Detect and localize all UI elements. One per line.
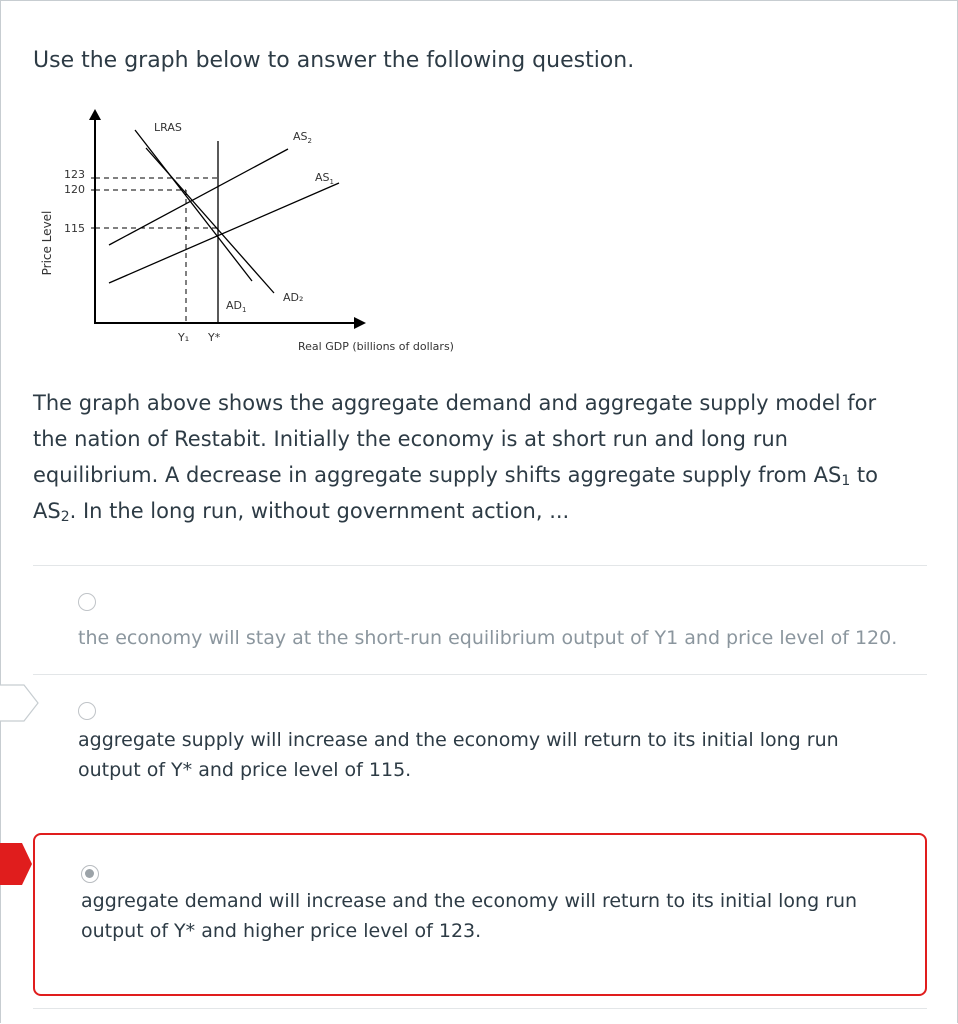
price-tick-115: 115 xyxy=(64,222,85,235)
answer-radio-selected[interactable] xyxy=(81,865,99,883)
dashed-guides xyxy=(95,178,218,323)
ad2-curve xyxy=(146,148,274,293)
as2-label: $AS_2$ xyxy=(293,130,312,145)
output-tick-ystar: Y* xyxy=(208,331,221,344)
ad2-label: AD₂ xyxy=(283,291,304,304)
answer-radio[interactable] xyxy=(78,702,96,720)
answer-option-2[interactable] xyxy=(33,675,927,809)
question-prompt: Use the graph below to answer the following question. xyxy=(33,48,635,73)
answer-text: aggregate demand will increase and the economy will return to its initial long run output of Y* and higher price level of 123. xyxy=(81,890,858,942)
ad1-label: $AD_1$ xyxy=(226,299,247,314)
ad1-curve xyxy=(135,130,252,281)
as1-label: $AS_1$ xyxy=(315,171,334,186)
answer-radio[interactable] xyxy=(78,593,96,611)
ad-as-graph xyxy=(34,103,504,365)
answer-text: aggregate supply will increase and the economy will return to its initial long run output of Y* and price level of 115. xyxy=(78,729,839,781)
question-text: The graph above shows the aggregate demand and aggregate supply model for the nation of Restabit. Initially the economy is at short run and long run equilibrium. A decrease in aggregate supply shifts aggregate supply from $AS_1$ to $AS_2$. In the long run, without government action, ... xyxy=(33,391,879,525)
price-tick-123: 123 xyxy=(64,168,85,181)
divider xyxy=(33,1008,927,1009)
output-tick-y1: Y₁ xyxy=(178,331,190,344)
answer-text: the economy will stay at the short-run equilibrium output of Y1 and price level of 120. xyxy=(78,627,898,649)
price-tick-120: 120 xyxy=(64,183,85,196)
answer-option-1[interactable] xyxy=(33,566,927,674)
y-axis-label: Price Level xyxy=(40,210,54,276)
axes xyxy=(89,109,366,329)
x-axis-label: Real GDP (billions of dollars) xyxy=(298,340,454,353)
lras-label: LRAS xyxy=(154,121,182,134)
as2-curve xyxy=(109,149,288,245)
answer-option-3-selected[interactable] xyxy=(33,833,927,996)
as1-curve xyxy=(109,183,339,283)
